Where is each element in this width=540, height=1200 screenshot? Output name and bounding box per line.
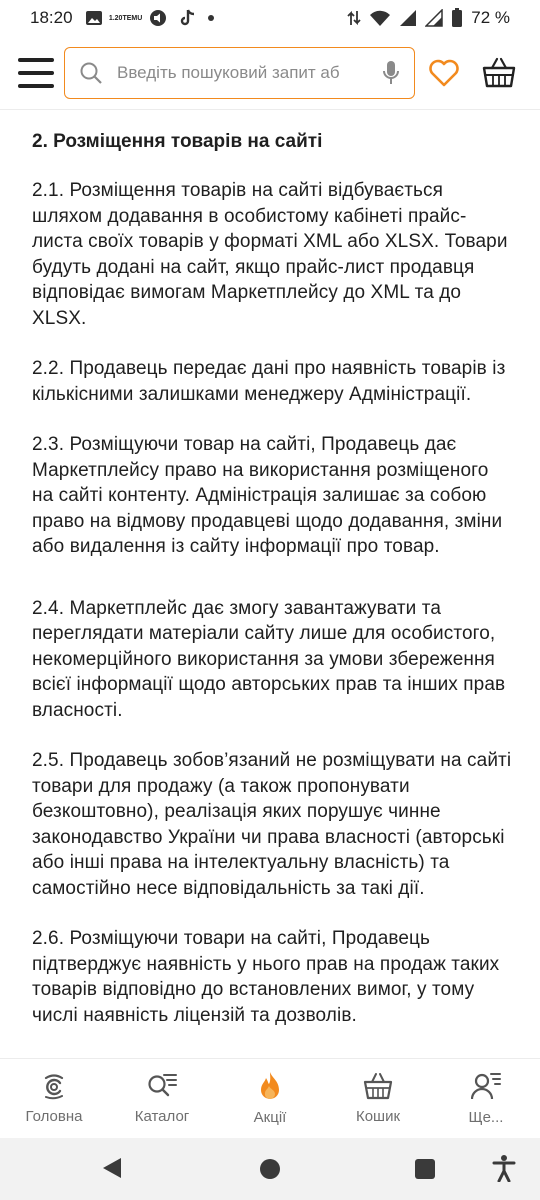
back-icon[interactable] [101, 1156, 123, 1180]
favorites-heart-icon[interactable] [428, 59, 460, 87]
profile-more-icon [471, 1071, 501, 1101]
nav-item-cart[interactable] [324, 1059, 432, 1138]
home-logo-icon [40, 1072, 68, 1100]
nav-label-more: Ще... [468, 1109, 504, 1126]
menu-bar-bottom [18, 84, 54, 88]
paragraph-2-3: 2.3. Розміщуючи товар на сайті, Продавець дає Маркетплейсу право на використання розміщеного на сайті контенту. Адміністрація залишає за собою право на відмову продавцеві щодо додавання, зміни або видалення із сайту інформації про товар. [32, 434, 503, 557]
catalog-search-icon [147, 1072, 177, 1100]
paragraph-2-1: 2.1. Розміщення товарів на сайті відбувається шляхом додавання в особистому кабінеті прайс-листа своїх товарів у форматі XML або XLSX. Товари будуть додані на сайт, якщо прайс-лист продавця відповідає вимогам Маркетплейсу до XML та до XLSX. [32, 180, 508, 329]
search-input[interactable] [64, 47, 415, 99]
nav-item-home[interactable] [0, 1059, 108, 1138]
paragraph-2-2: 2.2. Продавець передає дані про наявність товарів із кількісними залишками менеджеру Адміністрації. [32, 358, 506, 405]
temu-notification-icon [108, 14, 143, 22]
menu-bar-top [18, 58, 54, 62]
search-placeholder: Введіть пошуковий запит аб [117, 62, 340, 82]
nav-item-promotions[interactable] [216, 1059, 324, 1138]
search-icon [79, 61, 103, 85]
nav-item-more[interactable] [432, 1059, 540, 1138]
tiktok-icon [179, 9, 195, 27]
paragraph-2-6: 2.6. Розміщуючи товари на сайті, Продавець підтверджує наявність у нього прав на продаж таких товарів відповідно до встановлених вимог, у тому числі наявність ліцензій та дозволів. [32, 928, 500, 1026]
microphone-icon[interactable] [382, 60, 400, 86]
section-title: 2. Розміщення товарів на сайті [32, 131, 323, 152]
wifi-icon [369, 9, 391, 27]
flame-icon [258, 1071, 282, 1101]
battery-icon [451, 8, 463, 28]
status-bar [0, 0, 540, 36]
data-transfer-icon [347, 10, 361, 26]
recent-apps-icon[interactable] [414, 1158, 436, 1180]
signal-icon-1 [399, 9, 417, 27]
bottom-navigation [0, 1058, 540, 1138]
gallery-icon [85, 10, 103, 26]
menu-bar-middle [18, 71, 54, 75]
accessibility-icon[interactable] [492, 1154, 516, 1182]
nav-label-catalog: Каталог [134, 1108, 190, 1125]
app-header [0, 36, 540, 110]
speaker-notification-icon [149, 9, 167, 27]
nav-label-promotions: Акції [253, 1109, 287, 1126]
paragraph-2-4: 2.4. Маркетплейс дає змогу завантажувати та переглядати матеріали сайту лише для особистого, некомерційного використання за умови збереження всієї інформації щодо авторських прав та інших прав власності. [32, 597, 506, 721]
nav-label-home: Головна [25, 1108, 83, 1125]
status-time: 18:20 [30, 8, 73, 27]
cart-basket-icon[interactable] [482, 57, 516, 89]
signal-icon-2 [425, 9, 443, 27]
system-navigation-bar [0, 1138, 540, 1200]
terms-content [32, 128, 512, 1058]
home-button-icon[interactable] [259, 1158, 281, 1180]
menu-button[interactable] [18, 58, 54, 88]
nav-item-catalog[interactable] [108, 1059, 216, 1138]
battery-percent: 72 % [471, 8, 510, 27]
temu-notification-label: TEMU [122, 14, 143, 22]
paragraph-2-5: 2.5. Продавець зобов’язаний не розміщувати на сайті товари для продажу (а також пропонувати безкоштовно), реалізація яких порушує чинне законодавство України чи права власності (авторські або інші права на інтелектуальну власність) та самостійно несе відповідальність за такі дії. [32, 750, 512, 899]
more-notifications-dot-icon [207, 14, 215, 22]
temu-notification-top: 1.20 [108, 14, 123, 22]
nav-label-cart: Кошик [355, 1108, 401, 1125]
basket-icon [363, 1072, 393, 1100]
